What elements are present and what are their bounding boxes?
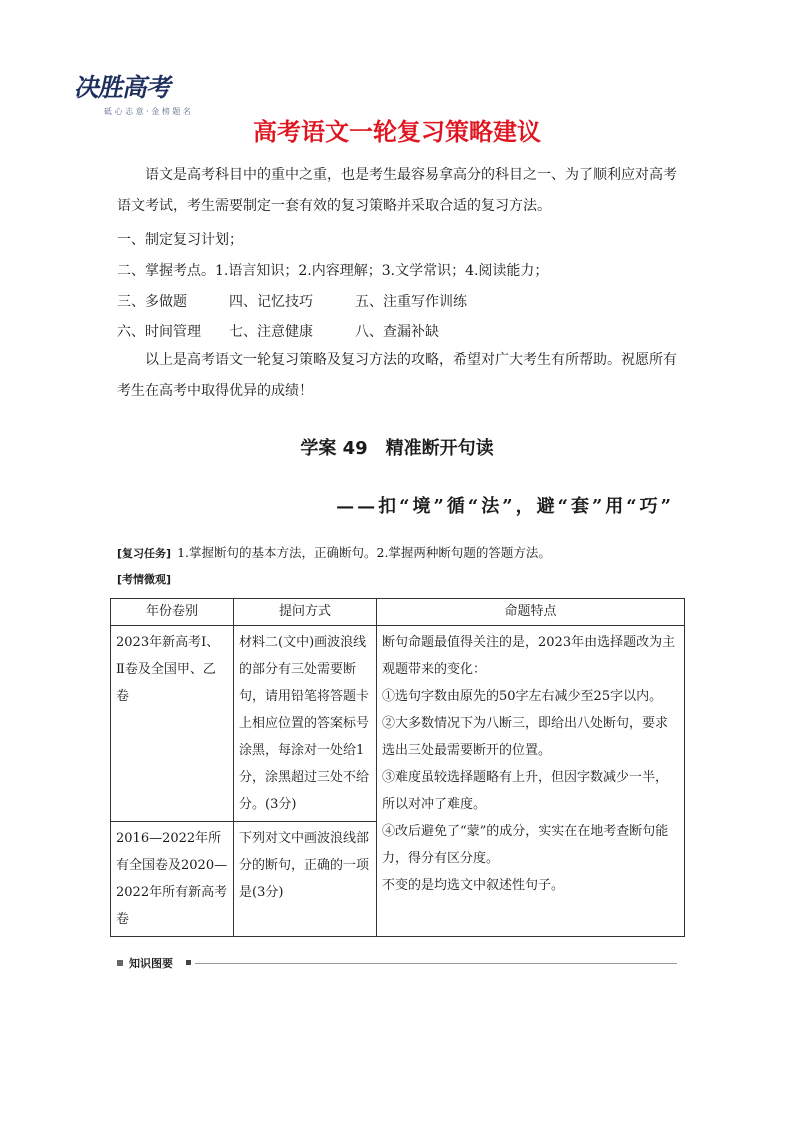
knowledge-label: 知识图要 bbox=[129, 957, 173, 970]
intro-paragraph: 语文是高考科目中的重中之重，也是考生最容易拿高分的科目之一、为了顺利应对高考语文考试，考生需要制定一套有效的复习策略并采取合适的复习方法。 bbox=[117, 167, 677, 214]
strategy-6: 六、时间管理 bbox=[117, 324, 201, 340]
table-row bbox=[111, 626, 685, 822]
exam-table bbox=[110, 598, 685, 937]
feature-item: ①选句字数由原先的50字左右减少至25字以内。 bbox=[382, 689, 663, 704]
strategy-3: 三、多做题 bbox=[117, 294, 187, 310]
table-header-year: 年份卷别 bbox=[111, 599, 234, 626]
strategy-4: 四、记忆技巧 bbox=[229, 294, 313, 310]
review-task-text: 1.掌握断句的基本方法，正确断句。2.掌握两种断句题的答题方法。 bbox=[177, 545, 551, 560]
conclusion-paragraph: 以上是高考语文一轮复习策略及复习方法的攻略，希望对广大考生有所帮助。祝愿所有考生在高考中取得优异的成绩！ bbox=[117, 352, 677, 399]
feature-item: 断句命题最值得关注的是，2023年由选择题改为主观题带来的变化： bbox=[382, 635, 676, 677]
exam-analysis-label: [考情微观] bbox=[117, 573, 172, 586]
page-title: 高考语文一轮复习策略建议 bbox=[253, 118, 541, 146]
table-header-row bbox=[111, 599, 685, 626]
review-task-label: [复习任务] bbox=[117, 547, 172, 560]
lesson-subheading: ——扣“境”循“法”，避“套”用“巧” bbox=[336, 496, 674, 517]
table-cell-features bbox=[377, 626, 685, 937]
strategy-5: 五、注重写作训练 bbox=[355, 294, 467, 310]
lesson-heading: 学案 49 精准断开句读 bbox=[300, 438, 494, 459]
knowledge-section-divider bbox=[117, 955, 677, 971]
feature-item: 不变的是均选文中叙述性句子。 bbox=[382, 878, 565, 893]
logo-subtitle: 砥 心 志 意 · 金 榜 题 名 bbox=[104, 107, 191, 116]
table-cell-question: 下列对文中画波浪线部分的断句，正确的一项是(3分) bbox=[234, 822, 377, 937]
strategy-2: 二、掌握考点。1.语言知识；2.内容理解；3.文学常识；4.阅读能力； bbox=[117, 263, 549, 279]
divider-line bbox=[195, 963, 677, 964]
table-header-features: 命题特点 bbox=[377, 599, 685, 626]
feature-item: ③难度虽较选择题略有上升，但因字数减少一半，所以对冲了难度。 bbox=[382, 770, 669, 812]
table-cell-question: 材料二(文中)画波浪线的部分有三处需要断句，请用铅笔将答题卡上相应位置的答案标号涂黑，每涂对一处给1分，涂黑超过三处不给分。(3分) bbox=[234, 626, 377, 822]
strategy-7: 七、注意健康 bbox=[229, 324, 313, 340]
feature-item: ②大多数情况下为八断三，即给出八处断句，要求选出三处最需要断开的位置。 bbox=[382, 716, 669, 758]
features-list bbox=[378, 627, 683, 901]
review-task bbox=[117, 543, 551, 561]
feature-item: ④改后避免了“蒙”的成分，实实在在地考查断句能力，得分有区分度。 bbox=[382, 824, 669, 866]
strategy-1: 一、制定复习计划； bbox=[117, 232, 243, 248]
table-header-question: 提问方式 bbox=[234, 599, 377, 626]
table-cell-year: 2016—2022年所有全国卷及2020—2022年所有新高考卷 bbox=[111, 822, 234, 937]
table-cell-year: 2023年新高考Ⅰ、Ⅱ卷及全国甲、乙卷 bbox=[111, 626, 234, 822]
section-marker-icon bbox=[117, 960, 123, 966]
logo-text: 决胜高考 bbox=[72, 73, 175, 102]
section-dot-icon bbox=[186, 960, 191, 965]
strategy-8: 八、查漏补缺 bbox=[355, 324, 439, 340]
